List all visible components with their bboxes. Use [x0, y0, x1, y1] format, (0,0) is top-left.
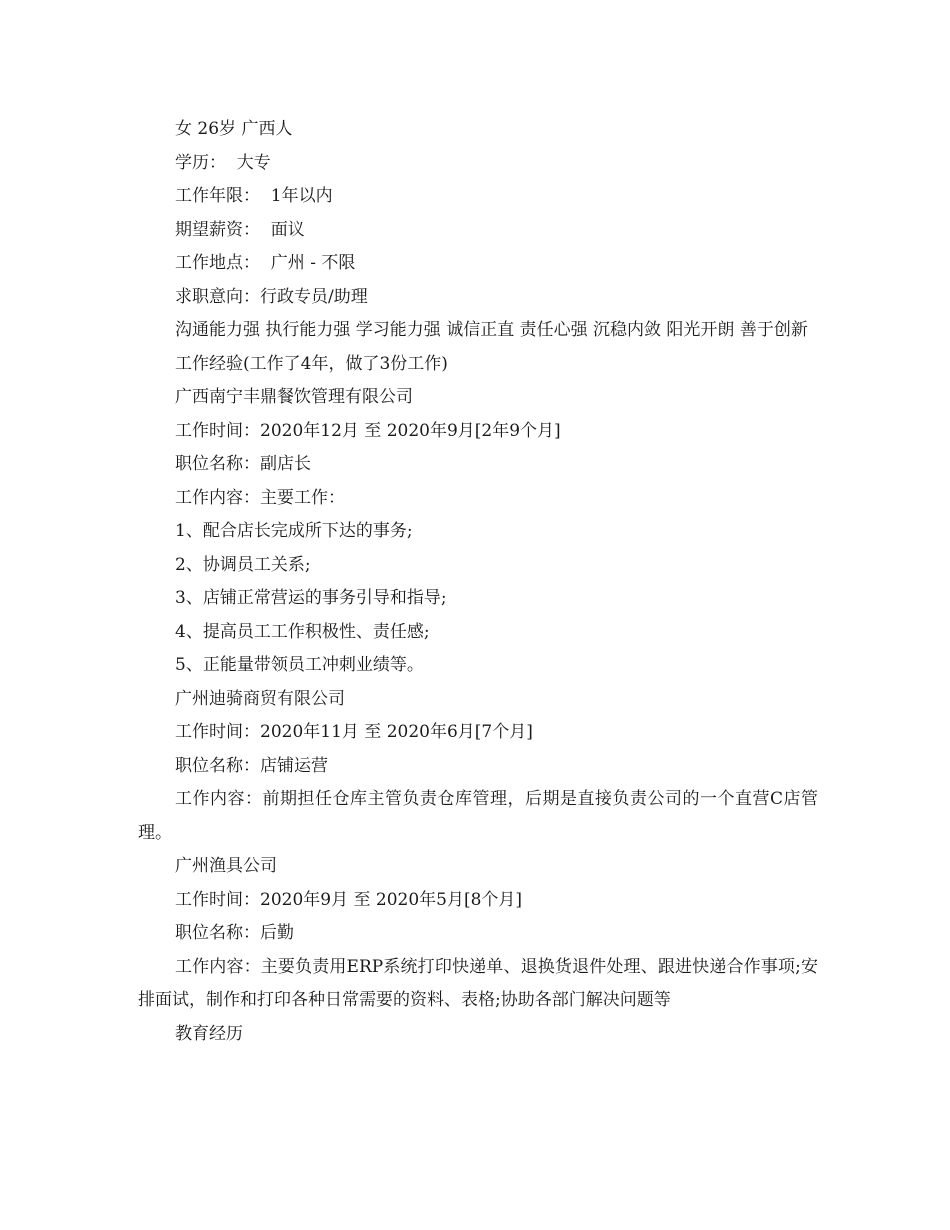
education-heading: 教育经历 [175, 1023, 243, 1044]
position-title: 职位名称：店铺运营 [175, 755, 328, 776]
work-time: 工作时间：2020年11月 至 2020年6月[7个月] [175, 722, 533, 742]
job-intention: 求职意向：行政专员/助理 [175, 286, 368, 307]
work-years: 工作年限： 1年以内 [175, 186, 333, 206]
duty-item: 5、正能量带领员工冲刺业绩等。 [175, 655, 424, 675]
work-content: 工作内容：前期担任仓库主管负责仓库管理，后期是直接负责公司的一个直营C店管理。 [138, 789, 818, 843]
company-name: 广州迪骑商贸有限公司 [175, 688, 345, 709]
work-content: 工作内容：主要负责用ERP系统打印快递单、退换货退件处理、跟进快递合作事项;安排面试，制作和打印各种日常需要的资料、表格;协助各部门解决问题等 [138, 956, 818, 1010]
position-title: 职位名称：副店长 [175, 454, 311, 474]
resume-content [138, 113, 818, 1051]
company-name: 广州渔具公司 [175, 856, 277, 876]
duty-item: 3、店铺正常营运的事务引导和指导; [175, 588, 447, 608]
duty-item: 1、配合店长完成所下达的事务; [175, 521, 413, 541]
duty-item: 2、协调员工关系; [175, 554, 311, 575]
company-name: 广西南宁丰鼎餐饮管理有限公司 [175, 387, 413, 407]
basic-info: 女 26岁 广西人 [175, 119, 293, 139]
duty-item: 4、提高员工工作积极性、责任感; [175, 621, 430, 642]
work-content: 工作内容：主要工作： [175, 487, 345, 508]
work-time: 工作时间：2020年12月 至 2020年9月[2年9个月] [175, 420, 561, 441]
expected-salary: 期望薪资： 面议 [175, 219, 305, 240]
personal-traits: 沟通能力强 执行能力强 学习能力强 诚信正直 责任心强 沉稳内敛 阳光开朗 善于创新 [175, 320, 808, 340]
position-title: 职位名称：后勤 [175, 923, 294, 943]
work-location: 工作地点： 广州 - 不限 [175, 253, 356, 273]
work-time: 工作时间：2020年9月 至 2020年5月[8个月] [175, 889, 523, 910]
education-level: 学历： 大专 [175, 152, 271, 173]
experience-heading: 工作经验(工作了4年，做了3份工作) [175, 353, 448, 374]
